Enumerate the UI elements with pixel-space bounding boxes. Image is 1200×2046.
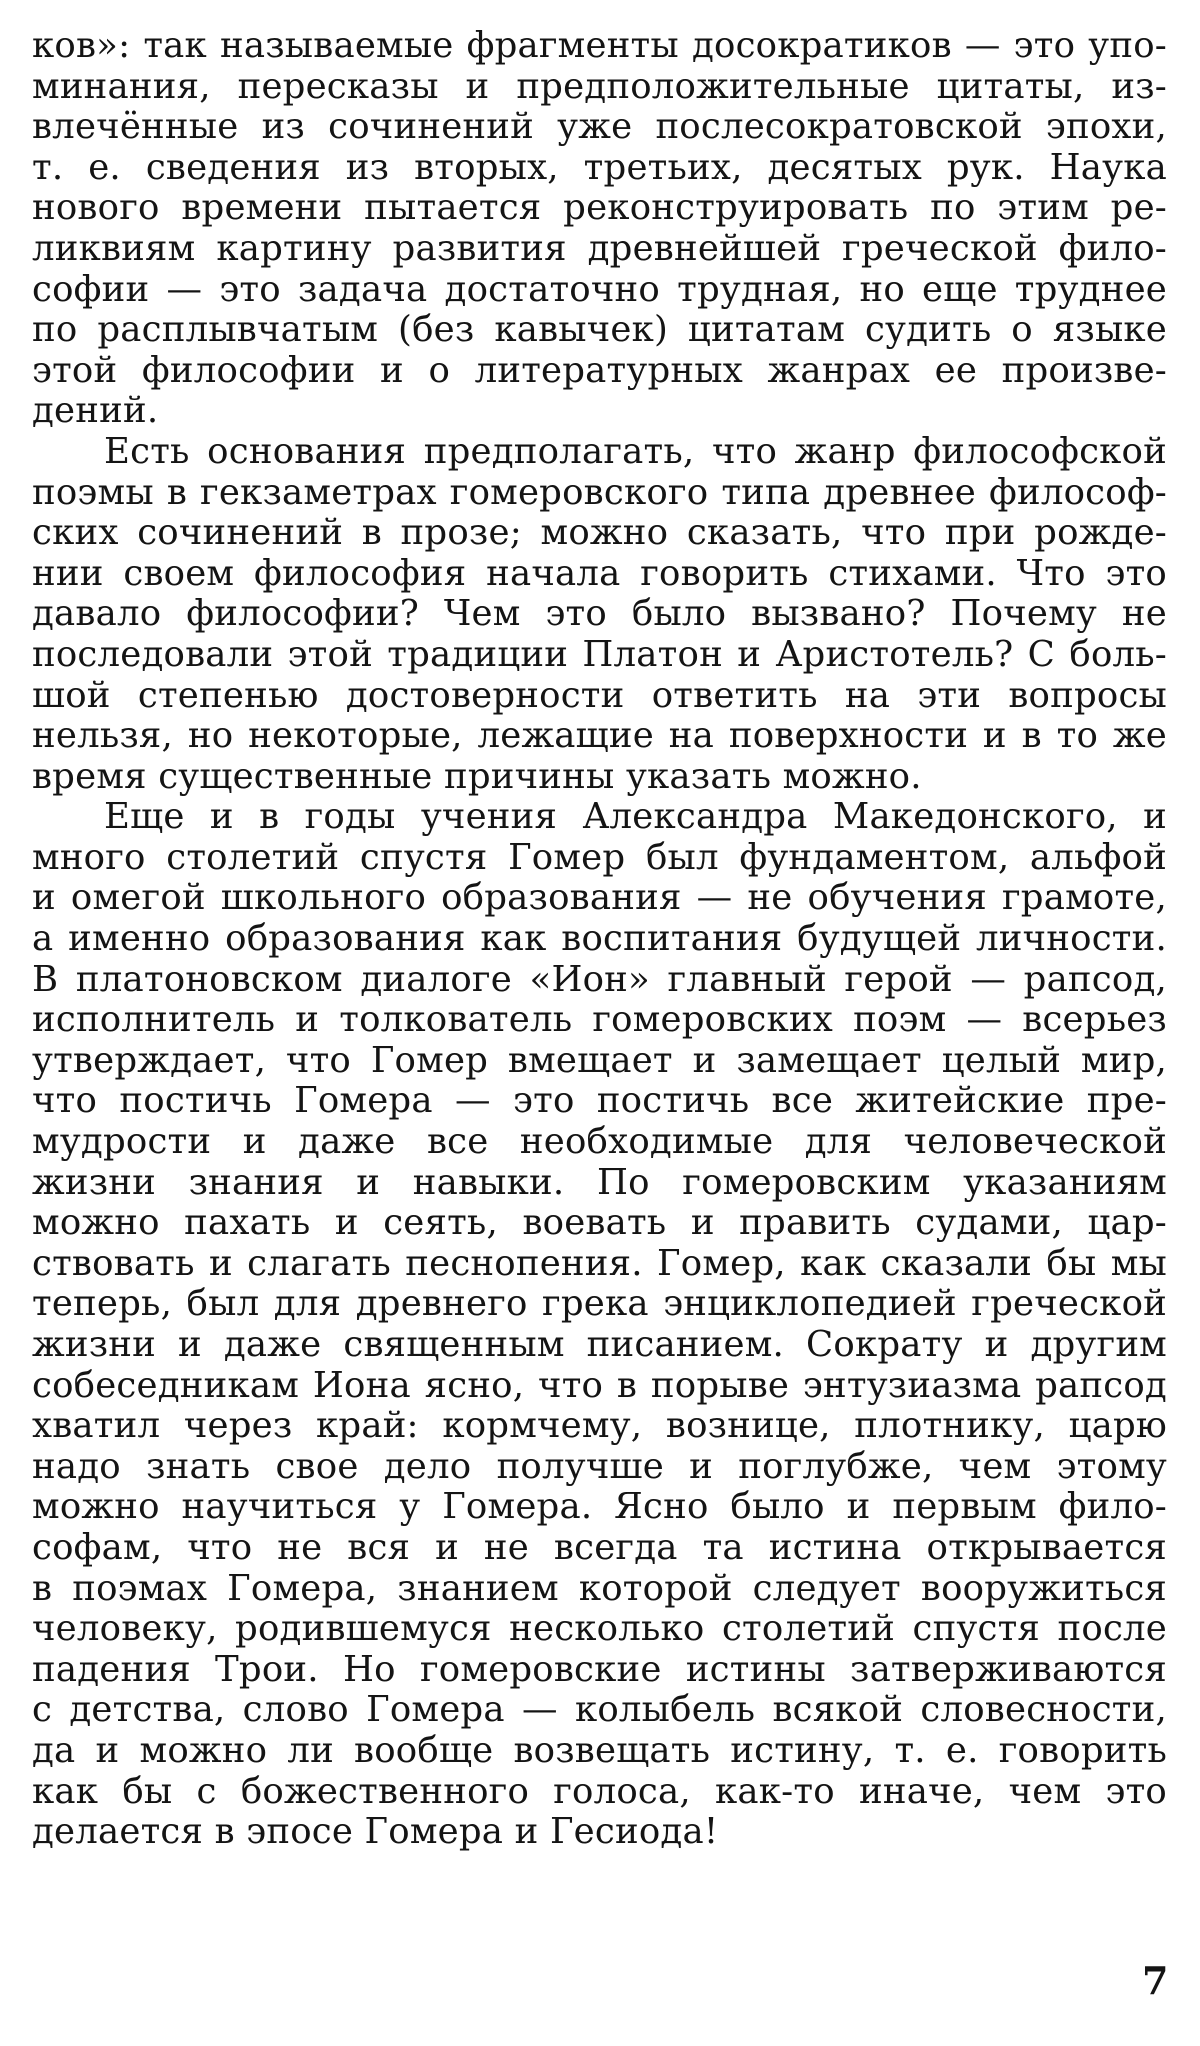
text-line: дений. [32,390,159,432]
text-line: последовали этой традиции Платон и Аристотель? С боль- [32,633,1167,675]
text-line: В платоновском диалоге «Ион» главный герой — рапсод, [32,958,1167,1000]
text-line: жизни знания и навыки. По гомеровским указаниям [32,1161,1167,1203]
text-line: минания, пересказы и предположительные цитаты, из- [32,65,1167,107]
text-line: ских сочинений в прозе; можно сказать, что при рожде- [32,512,1167,554]
text-line: утверждает, что Гомер вмещает и замещает целый мир, [32,1039,1167,1081]
text-line: давало философии? Чем это было вызвано? Почему не [32,593,1167,635]
text-line: жизни и даже священным писанием. Сократу и другим [32,1324,1167,1365]
text-line: этой философии и о литературных жанрах ее произве- [32,349,1167,391]
text-line: мудрости и даже все необходимые для человеческой [32,1121,1167,1163]
text-line: Еще и в годы учения Александра Македонского, и [104,796,1167,838]
text-line: человеку, родившемуся несколько столетий спустя после [32,1608,1167,1650]
body-text [32,26,1167,1853]
text-line: да и можно ли вообще возвещать истину, т. е. говорить [32,1729,1167,1771]
text-line: хватил через край: кормчему, вознице, плотнику, царю [32,1405,1167,1447]
text-line: влечённые из сочинений уже послесократовской эпохи, [32,106,1167,148]
text-line: время существенные причины указать можно. [32,755,922,797]
text-line: ствовать и слагать песнопения. Гомер, как сказали бы мы [32,1242,1167,1284]
text-line: что постичь Гомера — это постичь все житейские пре- [32,1080,1167,1122]
text-line: шой степенью достоверности ответить на эти вопросы [32,674,1167,716]
text-line: собеседникам Иона ясно, что в порыве энтузиазма рапсод [32,1364,1167,1406]
text-line: надо знать свое дело получше и поглубже, чем этому [32,1445,1167,1487]
text-line: нии своем философия начала говорить стихами. Что это [32,552,1167,594]
text-line: можно пахать и сеять, воевать и править судами, цар- [32,1202,1167,1244]
text-line: исполнитель и толкователь гомеровских поэм — всерьез [32,999,1167,1041]
text-line: софам, что не вся и не всегда та истина открывается [32,1526,1167,1568]
text-line: можно научиться у Гомера. Ясно было и первым фило- [32,1486,1167,1528]
text-line: и омегой школьного образования — не обучения грамоте, [32,877,1167,919]
text-line: в поэмах Гомера, знанием которой следует вооружиться [32,1567,1167,1609]
text-line: по расплывчатым (без кавычек) цитатам судить о языке [32,309,1167,351]
paragraph [32,26,1167,432]
text-line: нового времени пытается реконструировать по этим ре- [32,187,1167,229]
text-line: делается в эпосе Гомера и Гесиода! [32,1811,719,1853]
paragraph [32,432,1167,797]
text-line: падения Трои. Но гомеровские истины затверживаются [32,1648,1167,1690]
paragraph [32,797,1167,1852]
text-line: ликвиям картину развития древнейшей греческой фило- [32,227,1167,269]
text-line: нельзя, но некоторые, лежащие на поверхности и в то же [32,715,1167,757]
text-line: т. е. сведения из вторых, третьих, десятых рук. Наука [32,146,1167,188]
text-line: а именно образования как воспитания будущей личности. [32,918,1167,960]
text-line: много столетий спустя Гомер был фундаментом, альфой [32,836,1167,878]
text-line: Есть основания предполагать, что жанр философской [104,430,1167,472]
page-number: 7 [1142,1958,1169,2003]
text-line: софии — это задача достаточно трудная, но еще труднее [32,268,1167,310]
text-line: теперь, был для древнего грека энциклопедией греческой [32,1283,1167,1325]
text-line: как бы с божественного голоса, как-то иначе, чем это [32,1770,1167,1812]
text-line: поэмы в гекзаметрах гомеровского типа древнее философ- [32,471,1167,513]
text-line: с детства, слово Гомера — колыбель всякой словесности, [32,1689,1167,1731]
text-line: ков»: так называемые фрагменты досократиков — это упо- [32,25,1167,66]
